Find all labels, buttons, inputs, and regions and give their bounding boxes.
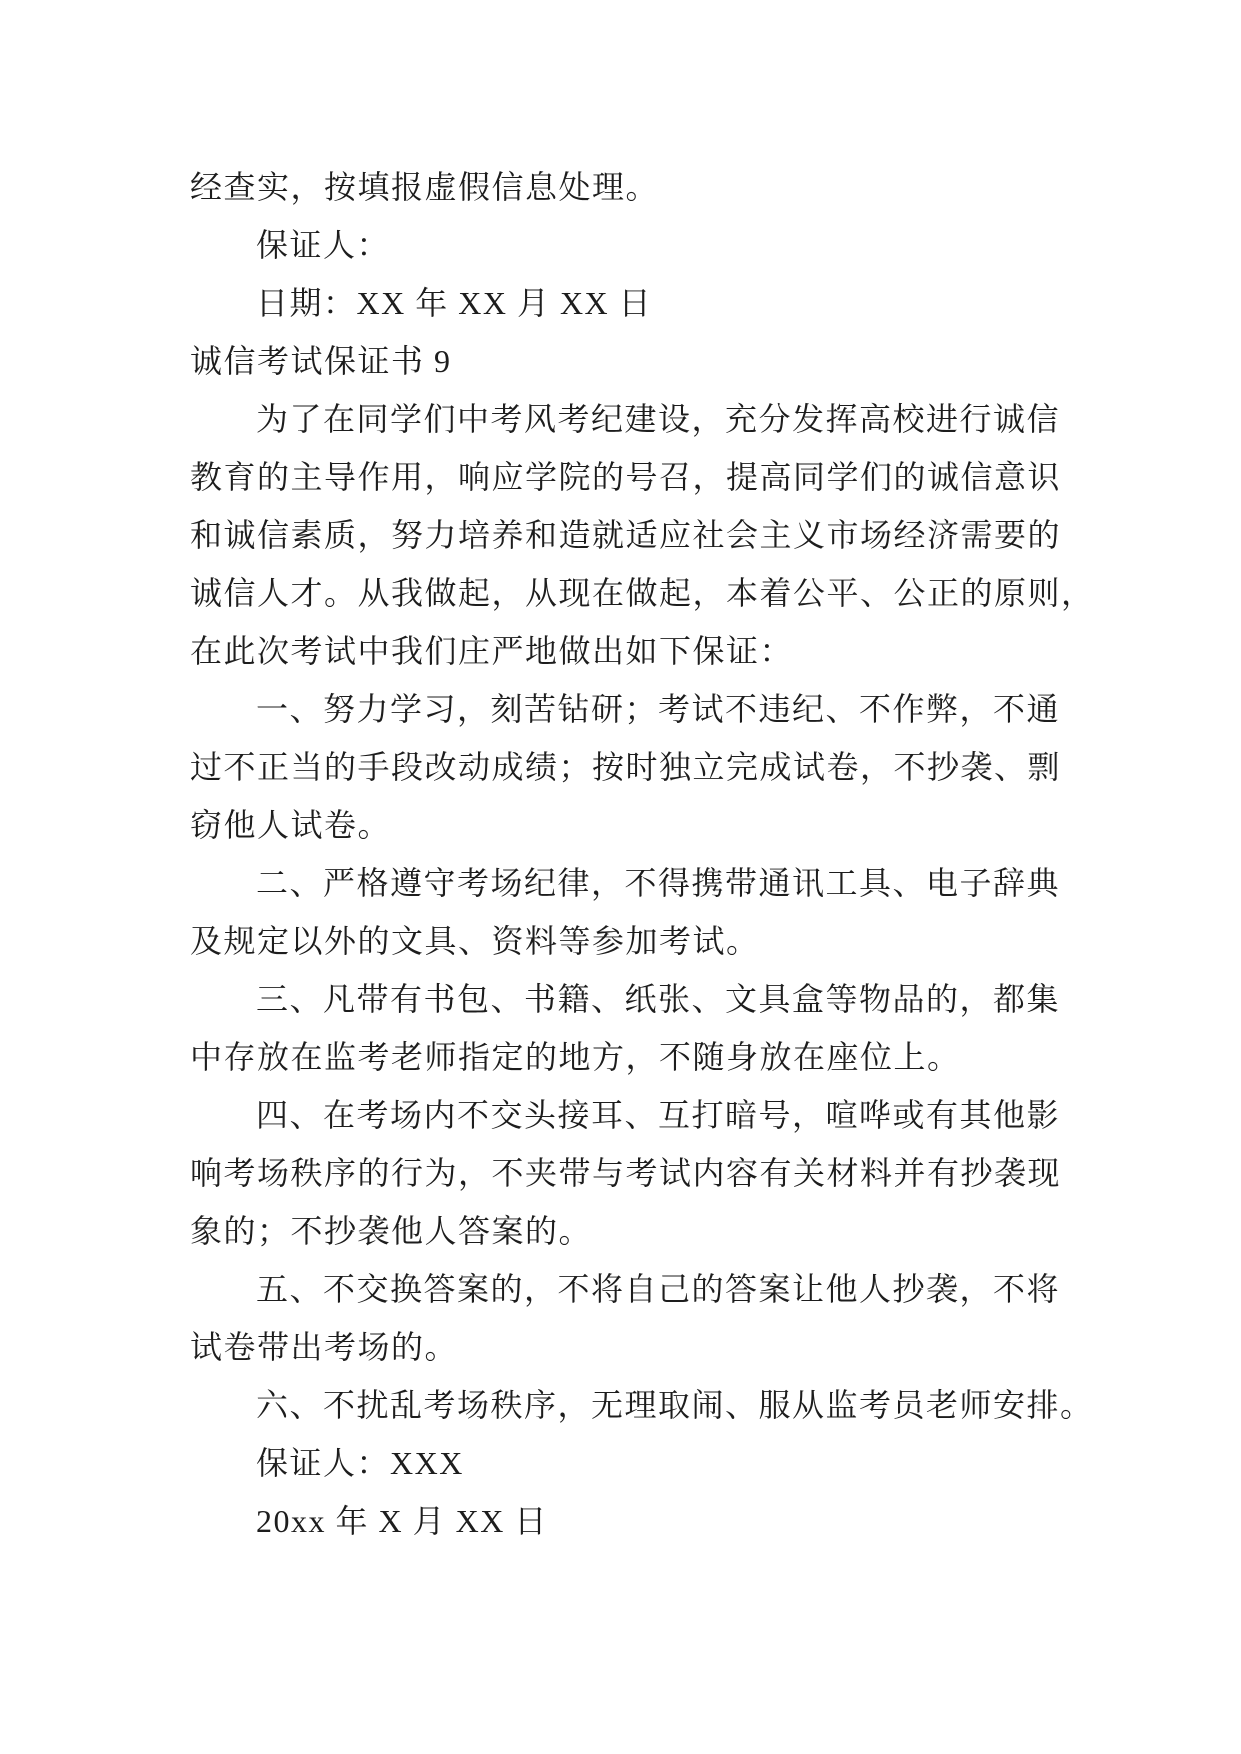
text-line: 和诚信素质，努力培养和造就适应社会主义市场经济需要的 — [190, 517, 1062, 553]
text-line: 保证人： — [256, 227, 391, 263]
text-line: 二、严格遵守考场纪律，不得携带通讯工具、电子辞典 — [256, 865, 1061, 901]
text-line: 试卷带出考场的。 — [190, 1329, 459, 1365]
text-line: 窃他人试卷。 — [190, 807, 392, 843]
text-line: 响考场秩序的行为，不夹带与考试内容有关材料并有抄袭现 — [190, 1155, 1062, 1191]
text-line: 五、不交换答案的，不将自己的答案让他人抄袭，不将 — [256, 1271, 1061, 1307]
text-line: 诚信人才。从我做起，从现在做起，本着公平、公正的原则， — [190, 575, 1095, 611]
text-line: 20xx 年 X 月 XX 日 — [256, 1503, 548, 1539]
text-line: 保证人：XXX — [256, 1445, 464, 1481]
text-line: 日期：XX 年 XX 月 XX 日 — [256, 285, 653, 321]
text-line: 三、凡带有书包、书籍、纸张、文具盒等物品的，都集 — [256, 981, 1061, 1017]
text-line: 象的；不抄袭他人答案的。 — [190, 1213, 593, 1249]
text-line: 经查实，按填报虚假信息处理。 — [190, 169, 660, 205]
text-line: 四、在考场内不交头接耳、互打暗号，喧哗或有其他影 — [256, 1097, 1061, 1133]
text-line: 在此次考试中我们庄严地做出如下保证： — [190, 633, 794, 669]
text-line: 中存放在监考老师指定的地方，不随身放在座位上。 — [190, 1039, 961, 1075]
text-line: 诚信考试保证书 9 — [190, 343, 452, 379]
text-line: 为了在同学们中考风考纪建设，充分发挥高校进行诚信 — [256, 401, 1061, 437]
text-line: 一、努力学习，刻苦钻研；考试不违纪、不作弊，不通 — [256, 691, 1061, 727]
text-line: 六、不扰乱考场秩序，无理取闹、服从监考员老师安排。 — [256, 1387, 1094, 1423]
document-body — [190, 158, 1095, 1550]
text-line: 教育的主导作用，响应学院的号召，提高同学们的诚信意识 — [190, 459, 1062, 495]
text-line: 过不正当的手段改动成绩；按时独立完成试卷，不抄袭、剽 — [190, 749, 1062, 785]
text-line: 及规定以外的文具、资料等参加考试。 — [190, 923, 760, 959]
